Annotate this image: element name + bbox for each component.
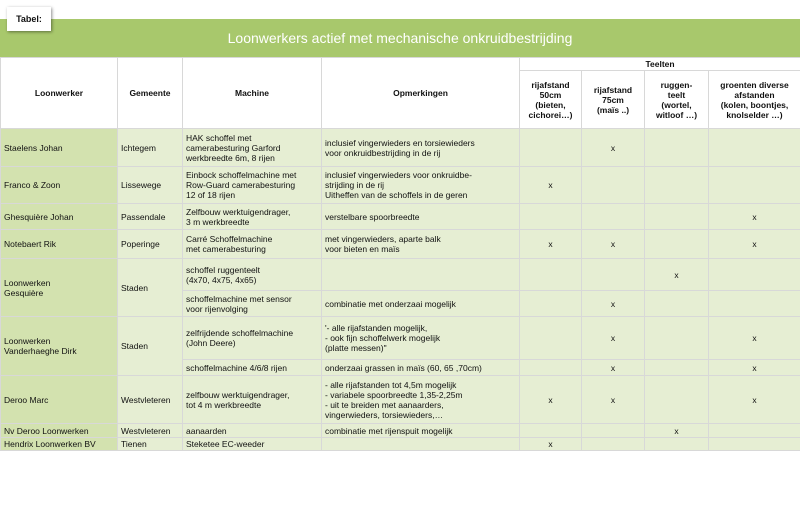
header-ruggenteelt-line: (wortel, — [661, 99, 692, 110]
cell-machine — [183, 259, 322, 291]
header-groenten-diverse-line: afstanden — [734, 89, 775, 100]
header-groenten-diverse-line: knolselder …) — [726, 109, 783, 120]
cell-machine — [183, 424, 322, 438]
header-ruggenteelt-line: witloof …) — [655, 109, 698, 120]
cell-gemeente-line: Staden — [121, 282, 148, 293]
cell-machine-line: schoffelmachine 4/6/8 rijen — [186, 362, 287, 373]
cell-ruggenteelt: x — [645, 424, 709, 438]
cell-gemeente-line: Passendale — [121, 211, 166, 222]
cell-loonwerker — [1, 129, 118, 167]
cell-gemeente-line: Westvleteren — [121, 425, 171, 436]
header-rijafstand-50cm — [520, 71, 582, 129]
loonwerkers-table — [0, 57, 800, 451]
header-rijafstand-50cm-line: rijafstand — [531, 79, 570, 90]
cell-machine-line: (John Deere) — [186, 338, 236, 348]
cell-loonwerker — [1, 167, 118, 204]
cell-machine-line: Einbock schoffelmachine met — [186, 170, 297, 180]
table-row — [1, 129, 800, 167]
cell-gemeente-line: Poperinge — [121, 239, 160, 249]
cell-ruggenteelt — [645, 204, 709, 230]
cell-opmerkingen-line: met vingerwieders, aparte balk — [325, 234, 441, 244]
cell-opmerkingen — [322, 291, 520, 317]
header-rijafstand-75cm-line: (maïs ..) — [596, 104, 630, 115]
cell-rijafstand-50cm — [520, 259, 582, 291]
cell-loonwerker-line: Notebaert Rik — [4, 239, 56, 249]
cell-rijafstand-50cm: x — [520, 376, 582, 424]
cell-rijafstand-75cm — [582, 438, 645, 451]
cell-rijafstand-50cm — [520, 291, 582, 317]
cell-ruggenteelt — [645, 291, 709, 317]
cell-groenten-diverse — [709, 129, 800, 167]
header-rijafstand-50cm-line: 50cm — [539, 89, 562, 100]
cell-rijafstand-75cm: x — [582, 360, 645, 376]
cell-gemeente — [118, 167, 183, 204]
cell-gemeente — [118, 230, 183, 259]
cell-opmerkingen-line: - ook fijn schoffelwerk mogelijk — [325, 333, 441, 343]
cell-rijafstand-75cm — [582, 167, 645, 204]
cell-opmerkingen-line: combinatie met rijenspuit mogelijk — [325, 425, 453, 436]
cell-gemeente — [118, 317, 183, 376]
cell-loonwerker — [1, 230, 118, 259]
cell-machine-line: (4x70, 4x75, 4x65) — [186, 274, 257, 285]
cell-rijafstand-75cm: x — [582, 376, 645, 424]
cell-machine-line: Zelfbouw werktuigendrager, — [186, 206, 291, 217]
cell-opmerkingen-line: inclusief vingerwieders en torsiewieders — [325, 137, 475, 148]
cell-opmerkingen-line: '- alle rijafstanden mogelijk, — [325, 323, 428, 333]
header-opmerkingen: Opmerkingen — [322, 58, 520, 129]
cell-machine-line: Carré Schoffelmachine — [186, 234, 273, 244]
cell-rijafstand-50cm — [520, 204, 582, 230]
cell-opmerkingen-line: - alle rijafstanden tot 4,5m mogelijk — [325, 379, 457, 390]
cell-opmerkingen-line: - variabele spoorbreedte 1,35-2,25m — [325, 389, 463, 400]
cell-loonwerker-line: Ghesquière Johan — [4, 211, 74, 222]
cell-opmerkingen-line: onderzaai grassen in maïs (60, 65 ,70cm) — [325, 362, 482, 373]
cell-ruggenteelt — [645, 129, 709, 167]
cell-machine-line: 12 of 18 rijen — [186, 190, 236, 200]
cell-gemeente-line: Ichtegem — [121, 142, 156, 153]
cell-rijafstand-50cm — [520, 129, 582, 167]
cell-rijafstand-75cm: x — [582, 230, 645, 259]
cell-machine-line: voor rijenvolging — [186, 303, 248, 314]
table-row — [1, 317, 800, 360]
cell-opmerkingen-line: inclusief vingerwieders voor onkruidbe- — [325, 170, 472, 180]
cell-rijafstand-50cm: x — [520, 438, 582, 451]
cell-ruggenteelt — [645, 167, 709, 204]
cell-loonwerker-line: Loonwerken — [4, 336, 51, 346]
cell-machine-line: tot 4 m werkbreedte — [186, 399, 262, 410]
cell-opmerkingen — [322, 230, 520, 259]
cell-loonwerker — [1, 376, 118, 424]
cell-rijafstand-75cm — [582, 204, 645, 230]
cell-opmerkingen-line: vingerwieders, torsiewieders,… — [325, 409, 444, 420]
cell-machine-line: aanaarden — [186, 425, 227, 436]
cell-opmerkingen-line: strijding in de rij — [325, 180, 385, 190]
cell-rijafstand-50cm — [520, 317, 582, 360]
cell-groenten-diverse: x — [709, 317, 800, 360]
cell-gemeente-line: Westvleteren — [121, 394, 171, 405]
cell-opmerkingen — [322, 167, 520, 204]
cell-loonwerker — [1, 204, 118, 230]
cell-opmerkingen-line: - uit te breiden met aanaarders, — [325, 399, 444, 410]
cell-opmerkingen — [322, 317, 520, 360]
header-ruggenteelt-line: teelt — [667, 89, 686, 100]
cell-rijafstand-50cm — [520, 424, 582, 438]
cell-loonwerker-line: Loonwerken — [4, 277, 51, 288]
cell-loonwerker-line: Nv Deroo Loonwerken — [4, 425, 89, 436]
cell-opmerkingen — [322, 360, 520, 376]
cell-ruggenteelt — [645, 438, 709, 451]
cell-gemeente-line: Lissewege — [121, 180, 162, 190]
cell-rijafstand-75cm — [582, 259, 645, 291]
header-rijafstand-75cm — [582, 71, 645, 129]
cell-opmerkingen-line: verstelbare spoorbreedte — [325, 211, 420, 222]
cell-groenten-diverse — [709, 438, 800, 451]
cell-loonwerker-line: Gesquière — [4, 287, 44, 298]
cell-gemeente — [118, 376, 183, 424]
cell-loonwerker-line: Deroo Marc — [4, 394, 49, 405]
cell-groenten-diverse — [709, 259, 800, 291]
cell-ruggenteelt — [645, 317, 709, 360]
cell-gemeente — [118, 259, 183, 317]
cell-ruggenteelt — [645, 360, 709, 376]
cell-machine — [183, 317, 322, 360]
cell-machine-line: Row-Guard camerabesturing — [186, 180, 296, 190]
cell-groenten-diverse: x — [709, 360, 800, 376]
cell-opmerkingen — [322, 438, 520, 451]
cell-groenten-diverse — [709, 424, 800, 438]
cell-ruggenteelt — [645, 230, 709, 259]
cell-ruggenteelt — [645, 376, 709, 424]
header-machine: Machine — [183, 58, 322, 129]
cell-rijafstand-75cm: x — [582, 291, 645, 317]
cell-machine — [183, 360, 322, 376]
cell-gemeente — [118, 424, 183, 438]
cell-machine — [183, 438, 322, 451]
table-row — [1, 376, 800, 424]
table-title: Loonwerkers actief met mechanische onkruidbestrijding — [0, 19, 800, 57]
header-gemeente: Gemeente — [118, 58, 183, 129]
header-ruggenteelt — [645, 71, 709, 129]
cell-machine-line: zelfbouw werktuigendrager, — [186, 389, 290, 400]
cell-loonwerker-line: Staelens Johan — [4, 142, 63, 153]
cell-gemeente — [118, 438, 183, 451]
cell-opmerkingen-line: voor onkruidbestrijding in de rij — [325, 147, 441, 158]
cell-opmerkingen-line: combinatie met onderzaai mogelijk — [325, 298, 456, 309]
cell-groenten-diverse: x — [709, 376, 800, 424]
header-groenten-diverse-line: groenten diverse — [720, 79, 789, 90]
cell-machine-line: HAK schoffel met — [186, 132, 252, 143]
cell-machine-line: schoffelmachine met sensor — [186, 293, 292, 304]
table-row — [1, 167, 800, 204]
cell-loonwerker — [1, 317, 118, 376]
cell-loonwerker — [1, 259, 118, 317]
table-row — [1, 259, 800, 291]
cell-gemeente-line: Staden — [121, 341, 148, 351]
cell-machine — [183, 230, 322, 259]
header-rijafstand-75cm-line: rijafstand — [593, 84, 633, 95]
table-row — [1, 204, 800, 230]
cell-groenten-diverse — [709, 167, 800, 204]
cell-machine — [183, 376, 322, 424]
table-row — [1, 230, 800, 259]
cell-rijafstand-50cm — [520, 360, 582, 376]
cell-gemeente-line: Tienen — [121, 439, 147, 449]
cell-machine-line: Steketee EC-weeder — [186, 439, 265, 449]
table-tag-label: Tabel: — [7, 7, 51, 31]
header-groenten-diverse-line: (kolen, boontjes, — [720, 99, 789, 110]
cell-opmerkingen-line: voor bieten en maïs — [325, 244, 400, 254]
cell-machine — [183, 129, 322, 167]
cell-machine-line: zelfrijdende schoffelmachine — [186, 328, 294, 338]
cell-machine — [183, 204, 322, 230]
table-row — [1, 424, 800, 438]
cell-opmerkingen-line: Uitheffen van de schoffels in de geren — [325, 190, 468, 200]
cell-opmerkingen — [322, 204, 520, 230]
cell-gemeente — [118, 129, 183, 167]
cell-opmerkingen — [322, 259, 520, 291]
header-ruggenteelt-line: ruggen- — [660, 79, 693, 90]
cell-machine-line: schoffel ruggenteelt — [186, 264, 261, 275]
cell-machine-line: met camerabesturing — [186, 244, 266, 254]
cell-opmerkingen-line: (platte messen)" — [325, 343, 387, 353]
cell-rijafstand-50cm: x — [520, 230, 582, 259]
cell-rijafstand-75cm: x — [582, 129, 645, 167]
cell-ruggenteelt: x — [645, 259, 709, 291]
cell-gemeente — [118, 204, 183, 230]
cell-loonwerker-line: Franco & Zoon — [4, 180, 61, 190]
cell-loonwerker-line: Vanderhaeghe Dirk — [4, 346, 77, 356]
cell-groenten-diverse — [709, 291, 800, 317]
cell-rijafstand-75cm: x — [582, 317, 645, 360]
cell-loonwerker — [1, 424, 118, 438]
cell-loonwerker — [1, 438, 118, 451]
cell-machine-line: 3 m werkbreedte — [186, 216, 250, 227]
cell-opmerkingen — [322, 424, 520, 438]
table-row — [1, 438, 800, 451]
cell-machine — [183, 291, 322, 317]
header-rijafstand-50cm-line: cichorei…) — [528, 109, 573, 120]
cell-groenten-diverse: x — [709, 204, 800, 230]
cell-groenten-diverse: x — [709, 230, 800, 259]
header-teelten: Teelten — [520, 58, 800, 71]
cell-opmerkingen — [322, 376, 520, 424]
cell-rijafstand-50cm: x — [520, 167, 582, 204]
header-rijafstand-50cm-line: (bieten, — [535, 99, 566, 110]
cell-rijafstand-75cm — [582, 424, 645, 438]
cell-machine-line: camerabesturing Garford — [186, 142, 281, 153]
cell-machine — [183, 167, 322, 204]
header-groenten-diverse — [709, 71, 800, 129]
header-rijafstand-75cm-line: 75cm — [602, 94, 624, 105]
cell-opmerkingen — [322, 129, 520, 167]
cell-machine-line: werkbreedte 6m, 8 rijen — [186, 152, 275, 163]
header-loonwerker: Loonwerker — [1, 58, 118, 129]
cell-loonwerker-line: Hendrix Loonwerken BV — [4, 439, 96, 449]
